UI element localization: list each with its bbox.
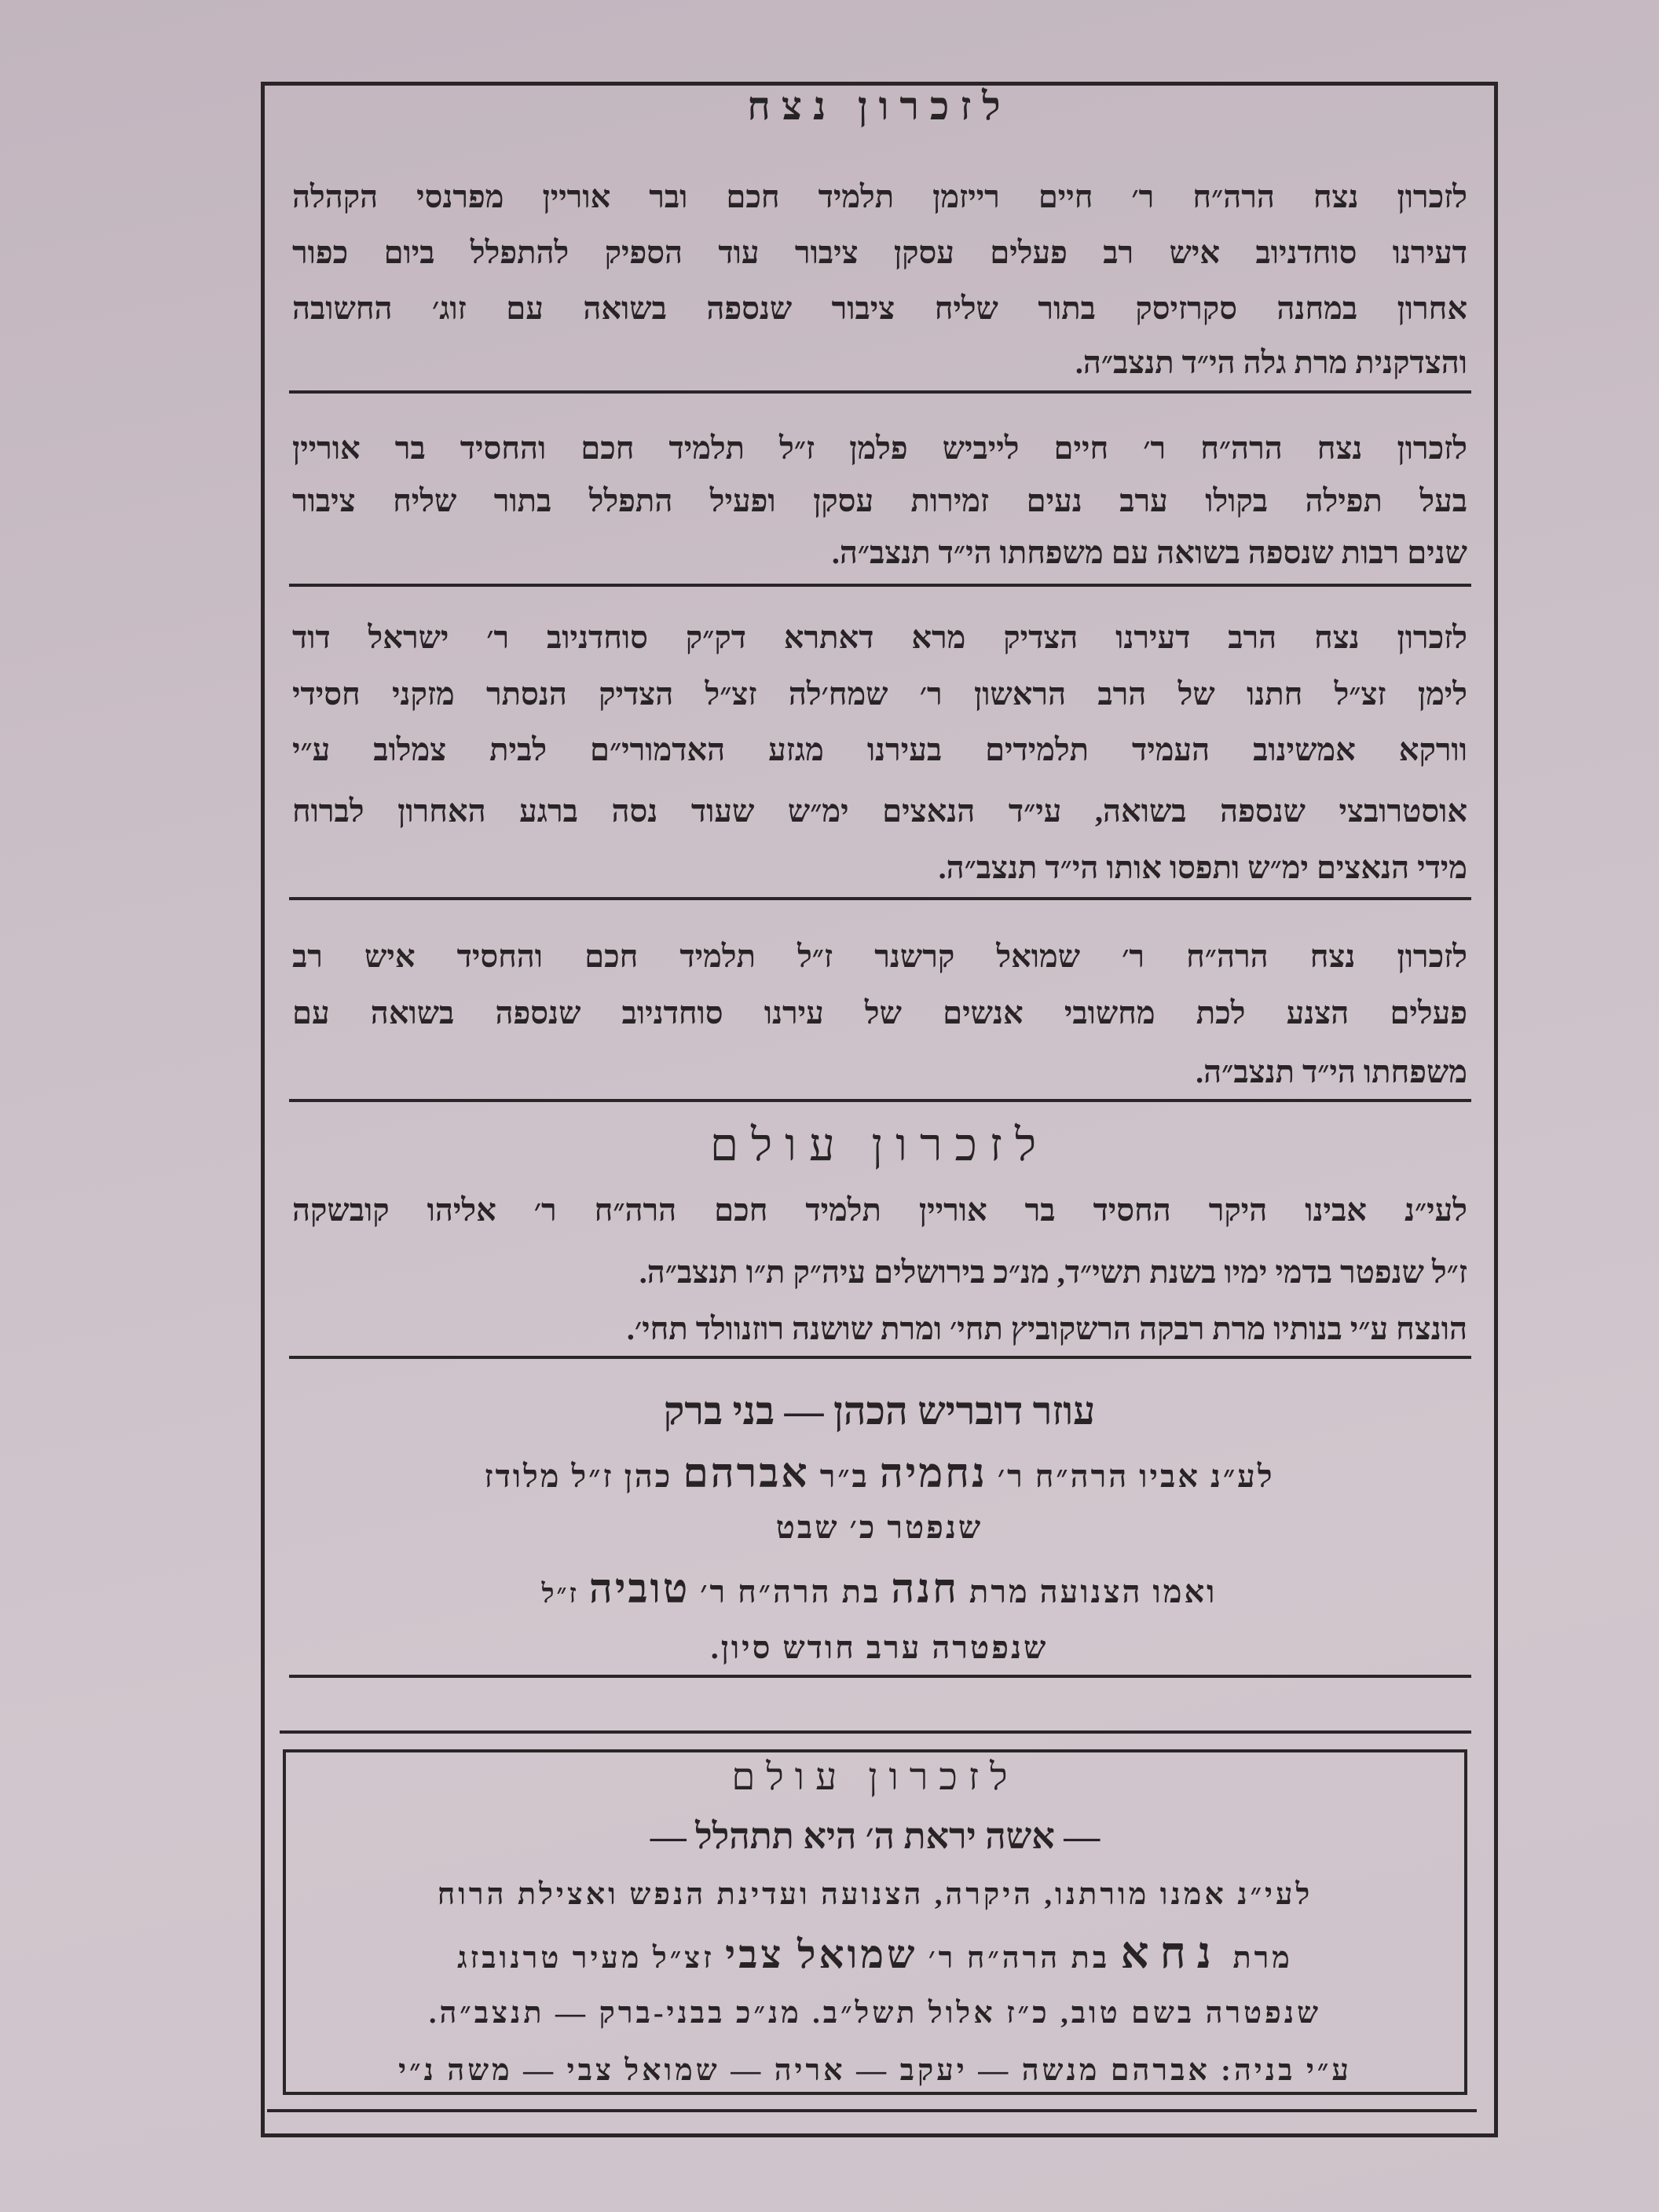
- entry-1-line-2: דעירנו סוחדניוב איש רב פעלים עסקן ציבור עוד הספיק להתפלל ביום כפור: [292, 235, 1467, 270]
- box-title: לזכרון עולם: [731, 1756, 1019, 1798]
- mother-name: חנה: [891, 1567, 959, 1612]
- mother-name-nacha: נחא: [1120, 1929, 1222, 1978]
- entry-3-line-2: לימן זצ״ל חתנו של הרב הראשון ר׳ שמח׳לה זצ״ל הצדיק הנסתר מזקני חסידי: [292, 676, 1467, 712]
- divider: [289, 1356, 1471, 1359]
- entry-4-line-3: משפחתו הי״ד תנצב״ה.: [1196, 1054, 1467, 1090]
- father-name-shmuel-tzvi: שמואל צבי: [725, 1932, 918, 1976]
- box-line-1: לעי״נ אמנו מורתנו, היקרה, הצנועה ועדינת הנפש ואצילת הרוח: [437, 1878, 1313, 1911]
- box-line-3: שנפטרה בשם טוב, כ״ז אלול תשל״ב. מנ״כ בבני-ברק — תנצב״ה.: [428, 1997, 1322, 2030]
- cohen-father-date: שנפטר כ׳ שבט: [775, 1510, 983, 1545]
- mother-father-name: טוביה: [588, 1567, 690, 1612]
- entry-2-line-2: בעל תפילה בקולו ערב נעים זמירות עסקן ופעיל התפלל בתור שליח ציבור: [292, 483, 1467, 518]
- olam-line-3: הונצח ע״י בנותיו מרת רבקה הרשקוביץ תחי׳ ומרת שושנה רוזנוולד תחי׳.: [626, 1311, 1467, 1346]
- olam-line-2: ז״ל שנפטר בדמי ימיו בשנת תשי״ד, מנ״כ בירושלים עיה״ק ת״ו תנצב״ה.: [639, 1254, 1467, 1290]
- cohen-mother-line: [261, 1564, 1498, 1616]
- cohen-mother-date: שנפטרה ערב חודש סיון.: [710, 1630, 1049, 1665]
- father-name: נחמיה: [879, 1452, 987, 1496]
- olam-section-title: לזכרון עולם: [709, 1119, 1049, 1170]
- box-top-rule: [280, 1730, 1471, 1734]
- page-title: לזכרון נצח: [747, 84, 1012, 128]
- box-motto: — אשה יראת ה׳ היא תתהלל —: [650, 1816, 1101, 1856]
- box-line-2-prefix: מרת: [1232, 1942, 1293, 1975]
- entry-3-line-5: מידי הנאצים ימ״ש ותפסו אותו הי״ד תנצב״ה.: [938, 850, 1467, 885]
- entry-1-line-3: אחרון במחנה סקרזיסק בתור שליח ציבור שנספה בשואה עם זוג׳ החשובה: [292, 291, 1467, 326]
- box-line-2-bat: בת הרה״ח ר׳: [928, 1942, 1111, 1975]
- entry-3-line-3: וורקא אמשינוב העמיד תלמידים בעירנו מגזע האדמורי״ם לבית צמלוב ע״י: [292, 732, 1467, 767]
- box-line-2: [283, 1928, 1467, 1979]
- entry-2-line-1: לזכרון נצח הרה״ח ר׳ חיים לייביש פלמן ז״ל תלמיד חכם והחסיד בר אוריין: [292, 430, 1467, 466]
- cohen-father-line: [261, 1448, 1498, 1500]
- divider: [289, 897, 1471, 900]
- olam-line-1: לעי״נ אבינו היקר החסיד בר אוריין תלמיד חכם הרה״ח ר׳ אליהו קובשקה: [292, 1192, 1467, 1228]
- box-line-2-suffix: זצ״ל מעיר טרנובזג: [457, 1942, 715, 1975]
- father-line-prefix: לע״נ אביו הרה״ח ר׳: [997, 1459, 1275, 1494]
- mother-line-suffix: ז״ל: [541, 1580, 579, 1609]
- divider: [289, 1099, 1471, 1102]
- entry-2-line-3: שנים רבות שנספה בשואה עם משפחתו הי״ד תנצב״ה.: [831, 535, 1467, 570]
- cohen-heading: עוזר דובריש הכהן — בני ברק: [663, 1389, 1096, 1433]
- mother-line-bat: בת הרה״ח ר׳: [700, 1574, 881, 1610]
- divider: [289, 584, 1471, 587]
- entry-3-line-4: אוסטרובצי שנספה בשואה, עי״ד הנאצים ימ״ש שעוד נסה ברגע האחרון לברוח: [292, 793, 1467, 829]
- entry-3-line-1: לזכרון נצח הרב דעירנו הצדיק מרא דאתרא דק״ק סוחדניוב ר׳ ישראל דוד: [292, 620, 1467, 655]
- divider: [289, 390, 1471, 394]
- divider: [289, 1675, 1471, 1678]
- father-line-ben: ב״ר: [819, 1459, 870, 1494]
- box-line-4: ע״י בניה: אברהם מנשה — יעקב — אריה — שמואל צבי — משה נ״י: [398, 2054, 1352, 2087]
- grandfather-name: אברהם: [683, 1452, 810, 1496]
- entry-1-line-4: והצדקנית מרת גלה הי״ד תנצב״ה.: [1075, 345, 1467, 380]
- mother-line-prefix: ואמו הצנועה מרת: [969, 1574, 1218, 1610]
- box-bottom-rule: [267, 2109, 1477, 2112]
- entry-4-line-2: פעלים הצנע לכת מחשובי אנשים של עירנו סוחדניוב שנספה בשואה עם: [292, 995, 1467, 1031]
- entry-4-line-1: לזכרון נצח הרה״ח ר׳ שמואל קרשנר ז״ל תלמיד חכם והחסיד איש רב: [292, 939, 1467, 974]
- father-line-suffix: כהן ז״ל מלודז: [484, 1459, 673, 1494]
- entry-1-line-1: לזכרון נצח הרה״ח ר׳ חיים רייזמן תלמיד חכם ובר אוריין מפרנסי הקהלה: [292, 179, 1467, 214]
